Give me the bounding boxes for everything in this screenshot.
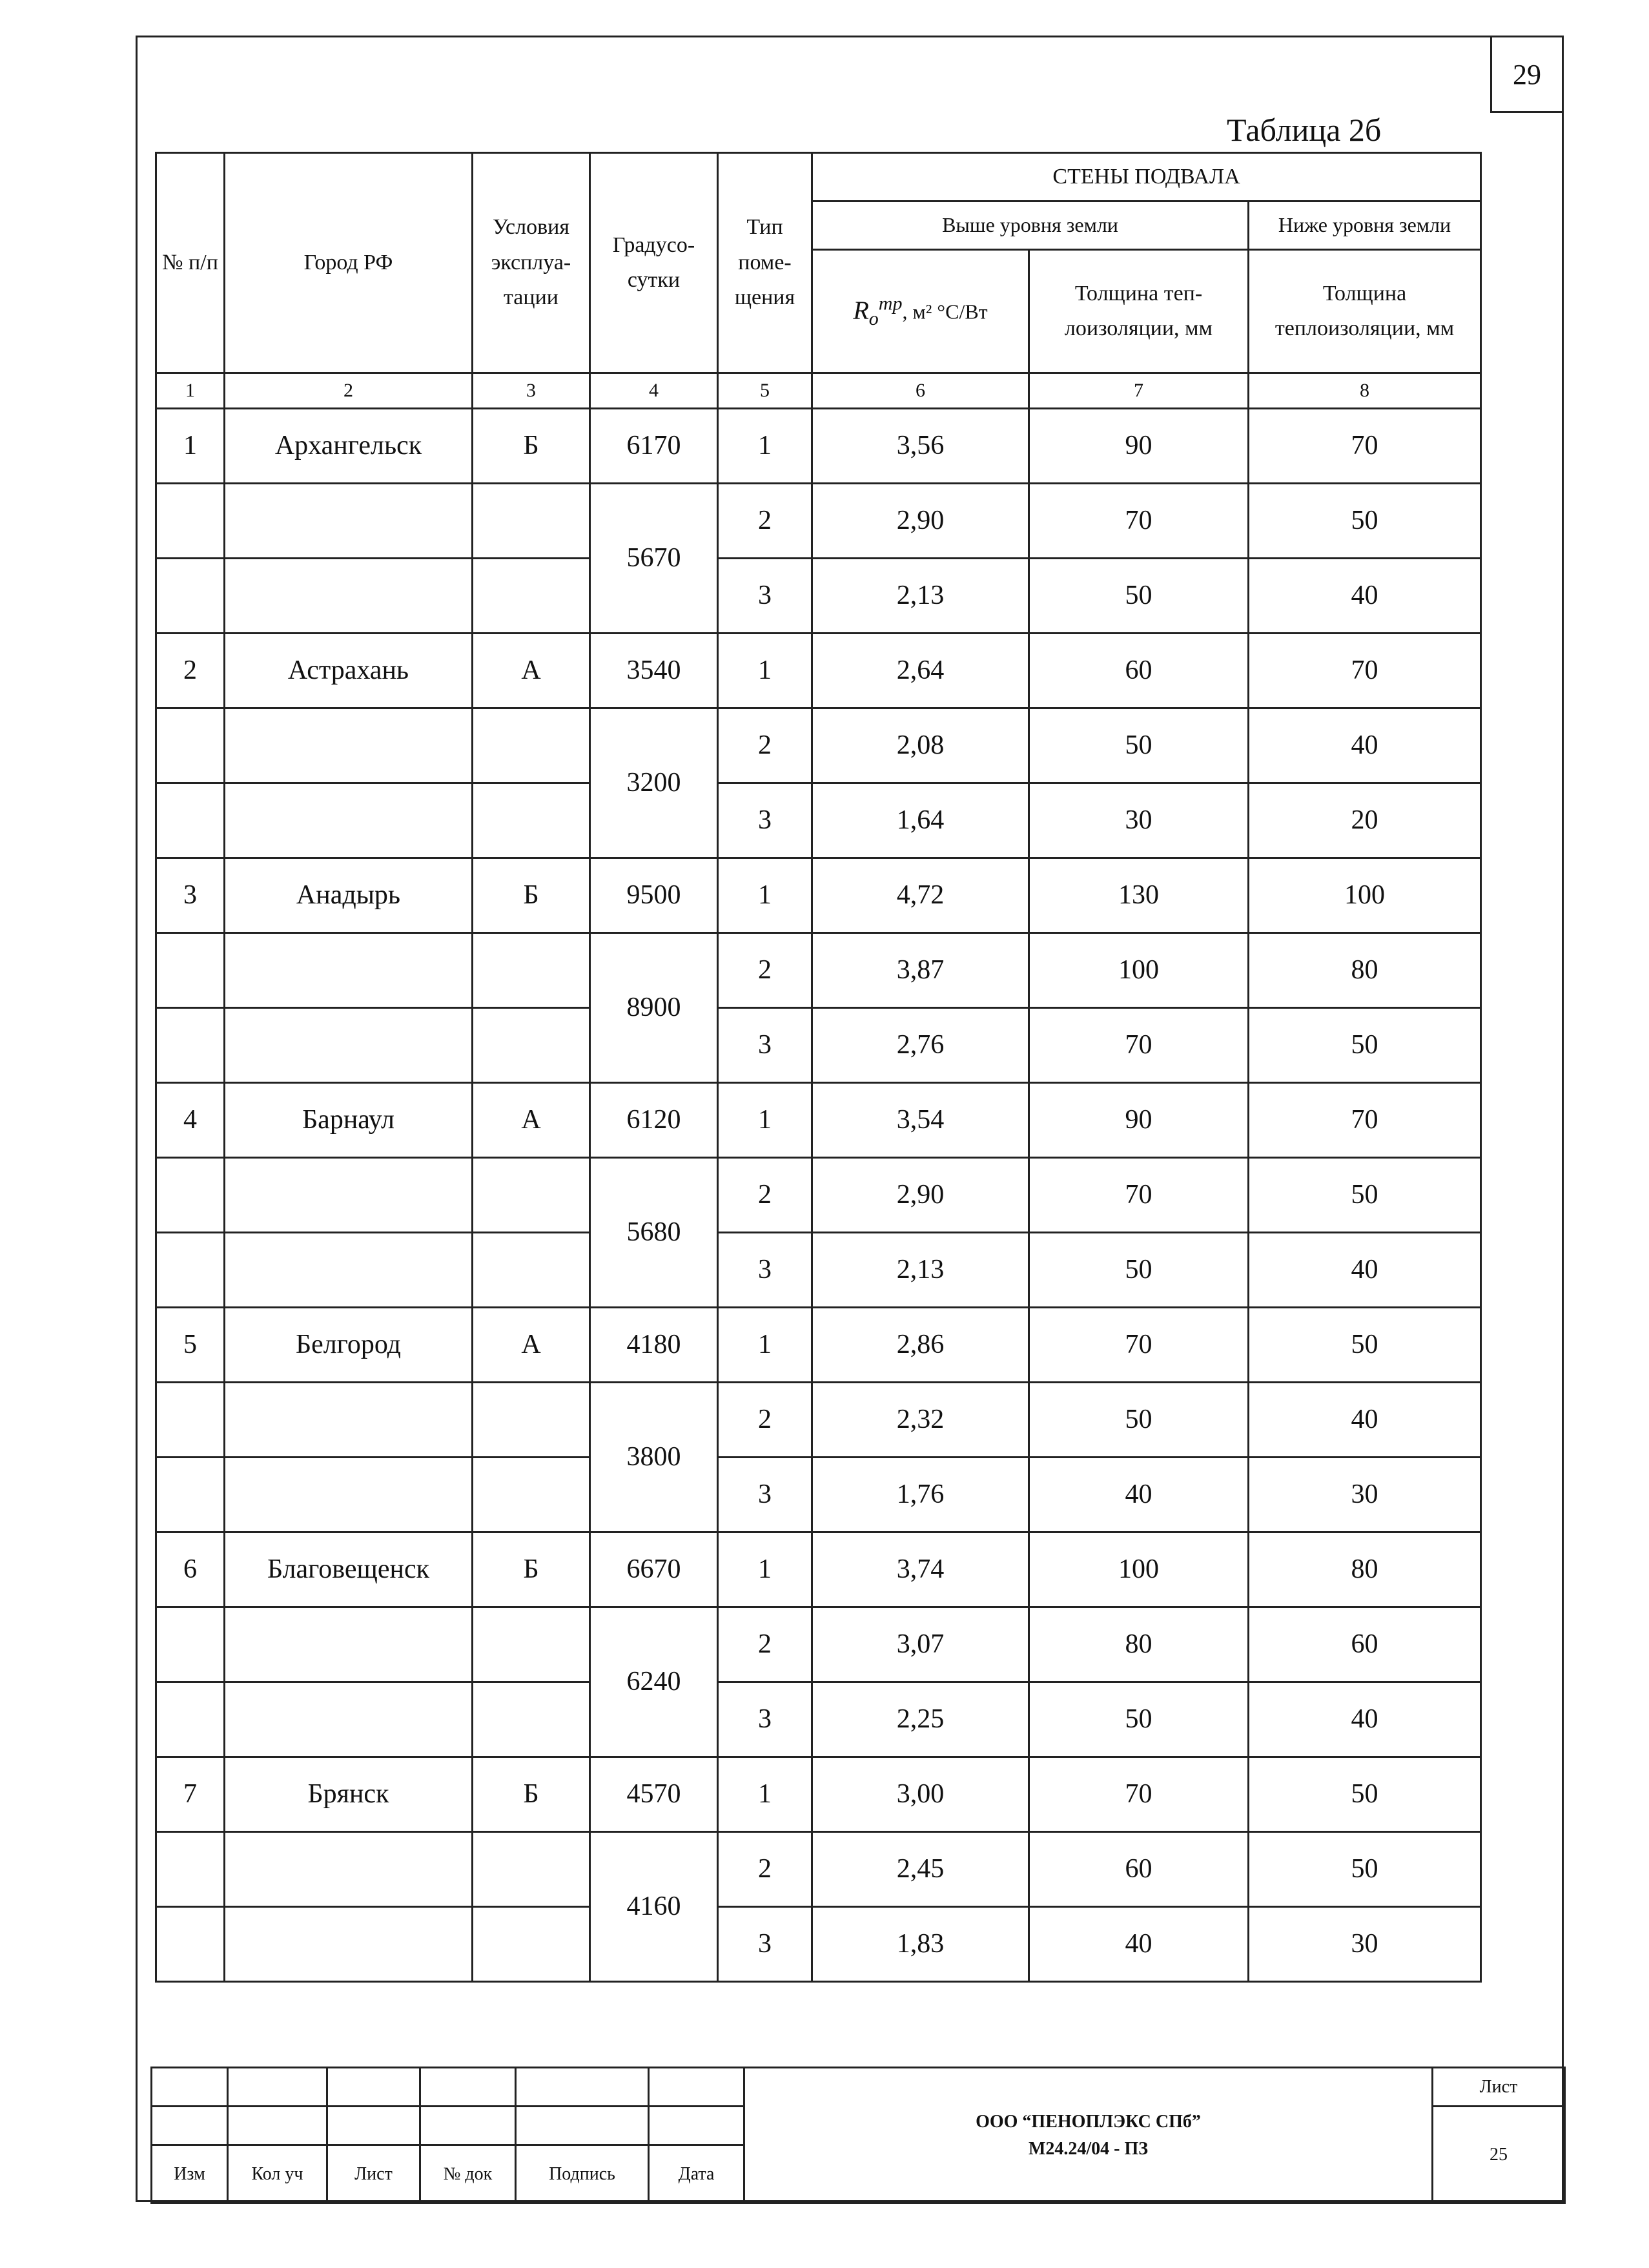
header-r-value [812, 250, 1029, 373]
header-thickness-below: Толщина теплоизоляции, мм [1249, 250, 1481, 373]
thickness-below: 50 [1249, 1757, 1481, 1832]
stamp-cell [420, 2107, 516, 2145]
city-name [225, 1607, 473, 1682]
row-number [156, 933, 225, 1008]
thickness-below: 40 [1249, 708, 1481, 783]
city-name: Анадырь [225, 858, 473, 933]
operating-conditions [473, 1008, 590, 1083]
row-number [156, 1158, 225, 1233]
stamp-cell [228, 2068, 327, 2107]
r-formula: $R_о^{тр}$ [853, 293, 903, 329]
operating-conditions: А [473, 1308, 590, 1383]
r-value: 3,07 [812, 1607, 1029, 1682]
degree-days: 3540 [590, 634, 718, 708]
city-name [225, 1233, 473, 1308]
city-name: Благовещенск [225, 1532, 473, 1607]
table-row [156, 1008, 1481, 1083]
stamp-cell [152, 2107, 228, 2145]
operating-conditions [473, 559, 590, 634]
header-below-ground: Ниже уровня земли [1249, 201, 1481, 250]
thickness-below: 40 [1249, 1682, 1481, 1757]
row-number [156, 1607, 225, 1682]
operating-conditions [473, 783, 590, 858]
thickness-above: 130 [1029, 858, 1249, 933]
degree-days: 6170 [590, 409, 718, 484]
city-name [225, 933, 473, 1008]
thickness-above: 100 [1029, 933, 1249, 1008]
table-row [156, 1083, 1481, 1158]
degree-days: 9500 [590, 858, 718, 933]
degree-days: 3800 [590, 1383, 718, 1532]
header-basement-walls: СТЕНЫ ПОДВАЛА [812, 153, 1481, 201]
city-name: Белгород [225, 1308, 473, 1383]
thickness-above: 90 [1029, 409, 1249, 484]
r-value: 2,13 [812, 559, 1029, 634]
city-name [225, 1907, 473, 1982]
insulation-table [155, 152, 1482, 1983]
table-row [156, 1458, 1481, 1532]
stamp-label: Подпись [516, 2145, 649, 2203]
r-value: 3,54 [812, 1083, 1029, 1158]
thickness-below: 50 [1249, 484, 1481, 559]
city-name [225, 783, 473, 858]
room-type: 2 [718, 933, 812, 1008]
r-value: 2,90 [812, 484, 1029, 559]
thickness-above: 90 [1029, 1083, 1249, 1158]
thickness-above: 50 [1029, 559, 1249, 634]
table-row [156, 1233, 1481, 1308]
degree-days: 4180 [590, 1308, 718, 1383]
r-value: 2,64 [812, 634, 1029, 708]
operating-conditions: Б [473, 858, 590, 933]
city-name [225, 484, 473, 559]
header-num: № п/п [156, 153, 225, 373]
table-title: Таблица 2б [1227, 112, 1382, 148]
table-row [156, 783, 1481, 858]
row-number: 2 [156, 634, 225, 708]
sheet-label: Лист [1433, 2068, 1565, 2107]
operating-conditions [473, 1458, 590, 1532]
operating-conditions [473, 933, 590, 1008]
degree-days: 6120 [590, 1083, 718, 1158]
table-row [156, 1832, 1481, 1907]
room-type: 3 [718, 1458, 812, 1532]
operating-conditions [473, 708, 590, 783]
thickness-below: 60 [1249, 1607, 1481, 1682]
degree-days: 8900 [590, 933, 718, 1083]
thickness-above: 70 [1029, 1008, 1249, 1083]
table-row [156, 1682, 1481, 1757]
header-above-ground: Выше уровня земли [812, 201, 1249, 250]
column-number-row [156, 373, 1481, 409]
row-number [156, 1383, 225, 1458]
thickness-above: 30 [1029, 783, 1249, 858]
room-type: 3 [718, 1682, 812, 1757]
document-code: М24.24/04 - ПЗ [1028, 2138, 1149, 2159]
operating-conditions [473, 1832, 590, 1907]
sheet-number: 25 [1433, 2107, 1565, 2203]
room-type: 1 [718, 1532, 812, 1607]
city-name [225, 1008, 473, 1083]
operating-conditions [473, 484, 590, 559]
r-value: 2,45 [812, 1832, 1029, 1907]
header-conditions: Условия эксплуа-тации [473, 153, 590, 373]
column-number: 1 [156, 373, 225, 409]
stamp-label: Лист [327, 2145, 420, 2203]
organization-block [744, 2068, 1433, 2203]
stamp-label: Изм [152, 2145, 228, 2203]
operating-conditions [473, 1158, 590, 1233]
room-type: 1 [718, 1308, 812, 1383]
degree-days: 6670 [590, 1532, 718, 1607]
operating-conditions: А [473, 634, 590, 708]
r-value: 2,86 [812, 1308, 1029, 1383]
room-type: 3 [718, 783, 812, 858]
column-number: 4 [590, 373, 718, 409]
operating-conditions [473, 1907, 590, 1982]
thickness-above: 70 [1029, 1308, 1249, 1383]
table-row [156, 1907, 1481, 1982]
row-number: 1 [156, 409, 225, 484]
thickness-below: 40 [1249, 1383, 1481, 1458]
column-number: 3 [473, 373, 590, 409]
r-value: 2,13 [812, 1233, 1029, 1308]
degree-days: 4160 [590, 1832, 718, 1982]
row-number [156, 1682, 225, 1757]
thickness-above: 100 [1029, 1532, 1249, 1607]
thickness-below: 50 [1249, 1008, 1481, 1083]
room-type: 2 [718, 484, 812, 559]
thickness-above: 70 [1029, 1158, 1249, 1233]
city-name [225, 1158, 473, 1233]
table-row [156, 484, 1481, 559]
city-name [225, 708, 473, 783]
row-number [156, 1907, 225, 1982]
degree-days: 5670 [590, 484, 718, 634]
room-type: 3 [718, 1233, 812, 1308]
thickness-above: 80 [1029, 1607, 1249, 1682]
r-value: 2,08 [812, 708, 1029, 783]
row-number [156, 708, 225, 783]
degree-days: 6240 [590, 1607, 718, 1757]
stamp-cell [327, 2068, 420, 2107]
operating-conditions [473, 1383, 590, 1458]
operating-conditions: Б [473, 1757, 590, 1832]
thickness-above: 60 [1029, 634, 1249, 708]
operating-conditions [473, 1233, 590, 1308]
r-value: 1,83 [812, 1907, 1029, 1982]
room-type: 2 [718, 1607, 812, 1682]
city-name [225, 1383, 473, 1458]
table-row [156, 933, 1481, 1008]
thickness-above: 40 [1029, 1907, 1249, 1982]
degree-days: 5680 [590, 1158, 718, 1308]
degree-days: 4570 [590, 1757, 718, 1832]
r-value: 3,74 [812, 1532, 1029, 1607]
r-value: 2,90 [812, 1158, 1029, 1233]
thickness-below: 50 [1249, 1308, 1481, 1383]
table-row [156, 858, 1481, 933]
room-type: 1 [718, 1757, 812, 1832]
thickness-above: 70 [1029, 484, 1249, 559]
header-degree-days: Градусо-сутки [590, 153, 718, 373]
header-room-type: Тип поме-щения [718, 153, 812, 373]
operating-conditions: А [473, 1083, 590, 1158]
thickness-below: 70 [1249, 409, 1481, 484]
row-number: 3 [156, 858, 225, 933]
page-number: 29 [1490, 36, 1564, 113]
city-name [225, 1458, 473, 1532]
operating-conditions: Б [473, 409, 590, 484]
stamp-cell [649, 2107, 744, 2145]
row-number [156, 1458, 225, 1532]
operating-conditions [473, 1607, 590, 1682]
row-number [156, 783, 225, 858]
operating-conditions [473, 1682, 590, 1757]
room-type: 3 [718, 559, 812, 634]
r-value: 4,72 [812, 858, 1029, 933]
thickness-above: 70 [1029, 1757, 1249, 1832]
column-number: 8 [1249, 373, 1481, 409]
table-row [156, 1308, 1481, 1383]
row-number [156, 1008, 225, 1083]
row-number [156, 1832, 225, 1907]
city-name: Архангельск [225, 409, 473, 484]
thickness-below: 70 [1249, 634, 1481, 708]
room-type: 3 [718, 1008, 812, 1083]
header-thickness-above: Толщина теп-лоизоляции, мм [1029, 250, 1249, 373]
row-number [156, 484, 225, 559]
city-name [225, 559, 473, 634]
thickness-below: 40 [1249, 1233, 1481, 1308]
row-number [156, 559, 225, 634]
table-row [156, 1607, 1481, 1682]
table-row [156, 708, 1481, 783]
table-row [156, 1158, 1481, 1233]
stamp-cell [649, 2068, 744, 2107]
r-value: 1,64 [812, 783, 1029, 858]
stamp-label: Кол уч [228, 2145, 327, 2203]
thickness-below: 80 [1249, 1532, 1481, 1607]
room-type: 3 [718, 1907, 812, 1982]
stamp-cell [516, 2068, 649, 2107]
stamp-cell [152, 2068, 228, 2107]
stamp-cell [420, 2068, 516, 2107]
thickness-below: 70 [1249, 1083, 1481, 1158]
operating-conditions: Б [473, 1532, 590, 1607]
stamp-cell [516, 2107, 649, 2145]
thickness-below: 100 [1249, 858, 1481, 933]
r-value: 2,76 [812, 1008, 1029, 1083]
row-number: 6 [156, 1532, 225, 1607]
row-number: 7 [156, 1757, 225, 1832]
room-type: 1 [718, 634, 812, 708]
r-value: 3,00 [812, 1757, 1029, 1832]
thickness-above: 50 [1029, 1682, 1249, 1757]
r-value: 3,87 [812, 933, 1029, 1008]
stamp-label: № док [420, 2145, 516, 2203]
column-number: 6 [812, 373, 1029, 409]
thickness-below: 40 [1249, 559, 1481, 634]
table-row [156, 1757, 1481, 1832]
room-type: 2 [718, 708, 812, 783]
room-type: 2 [718, 1832, 812, 1907]
column-number: 7 [1029, 373, 1249, 409]
stamp-cell [327, 2107, 420, 2145]
thickness-below: 80 [1249, 933, 1481, 1008]
table-row [156, 1532, 1481, 1607]
r-unit: , м² °С/Вт [902, 300, 988, 324]
table-row [156, 559, 1481, 634]
column-number: 5 [718, 373, 812, 409]
city-name [225, 1832, 473, 1907]
table-row [156, 634, 1481, 708]
thickness-below: 20 [1249, 783, 1481, 858]
r-value: 2,25 [812, 1682, 1029, 1757]
city-name [225, 1682, 473, 1757]
row-number [156, 1233, 225, 1308]
thickness-below: 50 [1249, 1158, 1481, 1233]
thickness-above: 60 [1029, 1832, 1249, 1907]
thickness-above: 50 [1029, 1233, 1249, 1308]
room-type: 1 [718, 858, 812, 933]
degree-days: 3200 [590, 708, 718, 858]
r-value: 2,32 [812, 1383, 1029, 1458]
city-name: Астрахань [225, 634, 473, 708]
thickness-below: 30 [1249, 1458, 1481, 1532]
thickness-above: 40 [1029, 1458, 1249, 1532]
room-type: 2 [718, 1383, 812, 1458]
room-type: 2 [718, 1158, 812, 1233]
city-name: Барнаул [225, 1083, 473, 1158]
stamp-cell [228, 2107, 327, 2145]
thickness-below: 50 [1249, 1832, 1481, 1907]
header-city: Город РФ [225, 153, 473, 373]
table-row [156, 409, 1481, 484]
row-number: 4 [156, 1083, 225, 1158]
thickness-above: 50 [1029, 708, 1249, 783]
title-block [150, 2067, 1566, 2204]
row-number: 5 [156, 1308, 225, 1383]
stamp-label: Дата [649, 2145, 744, 2203]
r-value: 1,76 [812, 1458, 1029, 1532]
r-value: 3,56 [812, 409, 1029, 484]
room-type: 1 [718, 1083, 812, 1158]
organization-name: ООО “ПЕНОПЛЭКС СПб” [976, 2111, 1201, 2132]
room-type: 1 [718, 409, 812, 484]
column-number: 2 [225, 373, 473, 409]
city-name: Брянск [225, 1757, 473, 1832]
thickness-below: 30 [1249, 1907, 1481, 1982]
table-row [156, 1383, 1481, 1458]
thickness-above: 50 [1029, 1383, 1249, 1458]
